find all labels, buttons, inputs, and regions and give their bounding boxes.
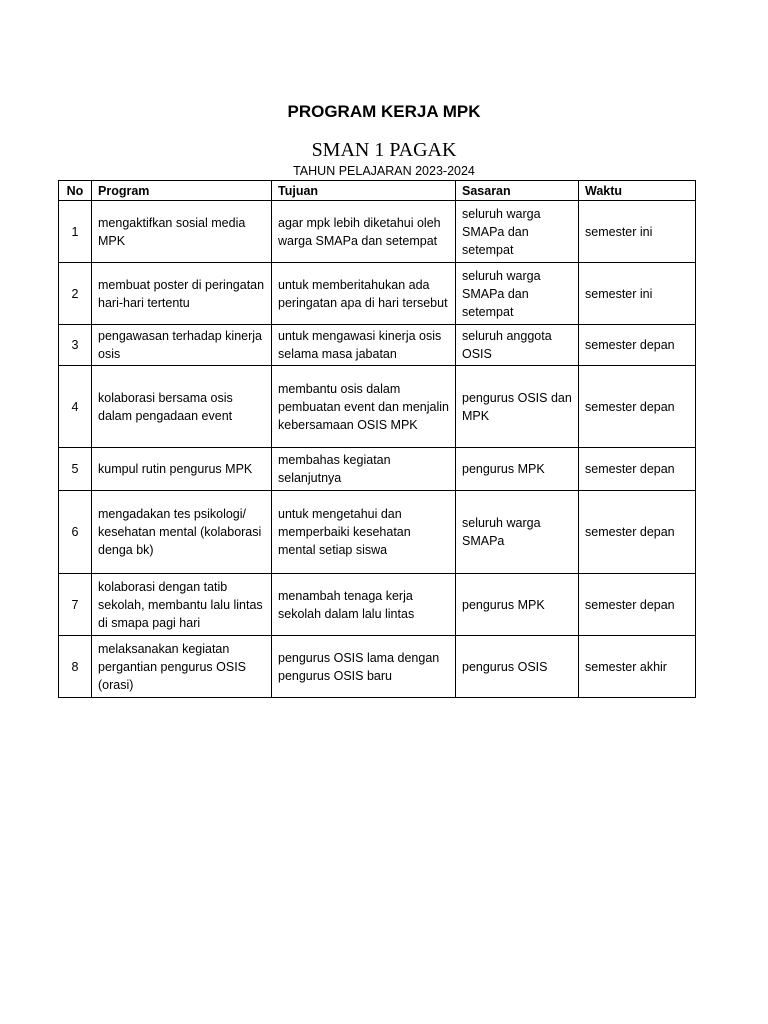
table-row [59,574,696,636]
cell-tujuan: membahas kegiatan selanjutnya [272,448,456,491]
cell-tujuan: pengurus OSIS lama dengan pengurus OSIS baru [272,636,456,698]
cell-tujuan: agar mpk lebih diketahui oleh warga SMAPa dan setempat [272,201,456,263]
cell-program: membuat poster di peringatan hari-hari tertentu [92,263,272,325]
cell-sasaran: seluruh warga SMAPa dan setempat [456,263,579,325]
header-program: Program [92,181,272,201]
cell-waktu: semester depan [579,366,696,448]
cell-no: 8 [59,636,92,698]
cell-program: kolaborasi dengan tatib sekolah, membantu lalu lintas di smapa pagi hari [92,574,272,636]
table-row [59,366,696,448]
table-row [59,201,696,263]
cell-sasaran: pengurus MPK [456,448,579,491]
table-row [59,263,696,325]
cell-program: pengawasan terhadap kinerja osis [92,325,272,366]
cell-waktu: semester depan [579,574,696,636]
cell-tujuan: membantu osis dalam pembuatan event dan menjalin kebersamaan OSIS MPK [272,366,456,448]
cell-no: 3 [59,325,92,366]
header-sasaran: Sasaran [456,181,579,201]
cell-waktu: semester akhir [579,636,696,698]
cell-sasaran: seluruh warga SMAPa [456,491,579,574]
cell-sasaran: pengurus MPK [456,574,579,636]
cell-waktu: semester ini [579,201,696,263]
table-header-row [59,181,696,201]
academic-year: TAHUN PELAJARAN 2023-2024 [293,164,475,178]
document-title: PROGRAM KERJA MPK [287,102,481,121]
header-tujuan: Tujuan [272,181,456,201]
cell-program: kolaborasi bersama osis dalam pengadaan event [92,366,272,448]
cell-program: melaksanakan kegiatan pergantian pengurus OSIS (orasi) [92,636,272,698]
cell-sasaran: seluruh warga SMAPa dan setempat [456,201,579,263]
cell-tujuan: untuk mengetahui dan memperbaiki kesehatan mental setiap siswa [272,491,456,574]
cell-tujuan: untuk memberitahukan ada peringatan apa di hari tersebut [272,263,456,325]
program-table [58,180,696,698]
cell-no: 1 [59,201,92,263]
cell-no: 4 [59,366,92,448]
cell-program: mengadakan tes psikologi/ kesehatan mental (kolaborasi denga bk) [92,491,272,574]
cell-waktu: semester depan [579,325,696,366]
table-row [59,491,696,574]
cell-sasaran: seluruh anggota OSIS [456,325,579,366]
cell-no: 6 [59,491,92,574]
cell-waktu: semester depan [579,448,696,491]
table-row [59,448,696,491]
header-waktu: Waktu [579,181,696,201]
cell-tujuan: untuk mengawasi kinerja osis selama masa jabatan [272,325,456,366]
cell-no: 7 [59,574,92,636]
cell-program: mengaktifkan sosial media MPK [92,201,272,263]
cell-waktu: semester depan [579,491,696,574]
cell-no: 5 [59,448,92,491]
cell-program: kumpul rutin pengurus MPK [92,448,272,491]
cell-no: 2 [59,263,92,325]
cell-waktu: semester ini [579,263,696,325]
cell-sasaran: pengurus OSIS [456,636,579,698]
cell-tujuan: menambah tenaga kerja sekolah dalam lalu lintas [272,574,456,636]
table-row [59,325,696,366]
table-row [59,636,696,698]
school-name: SMAN 1 PAGAK [311,139,457,161]
header-no: No [59,181,92,201]
cell-sasaran: pengurus OSIS dan MPK [456,366,579,448]
